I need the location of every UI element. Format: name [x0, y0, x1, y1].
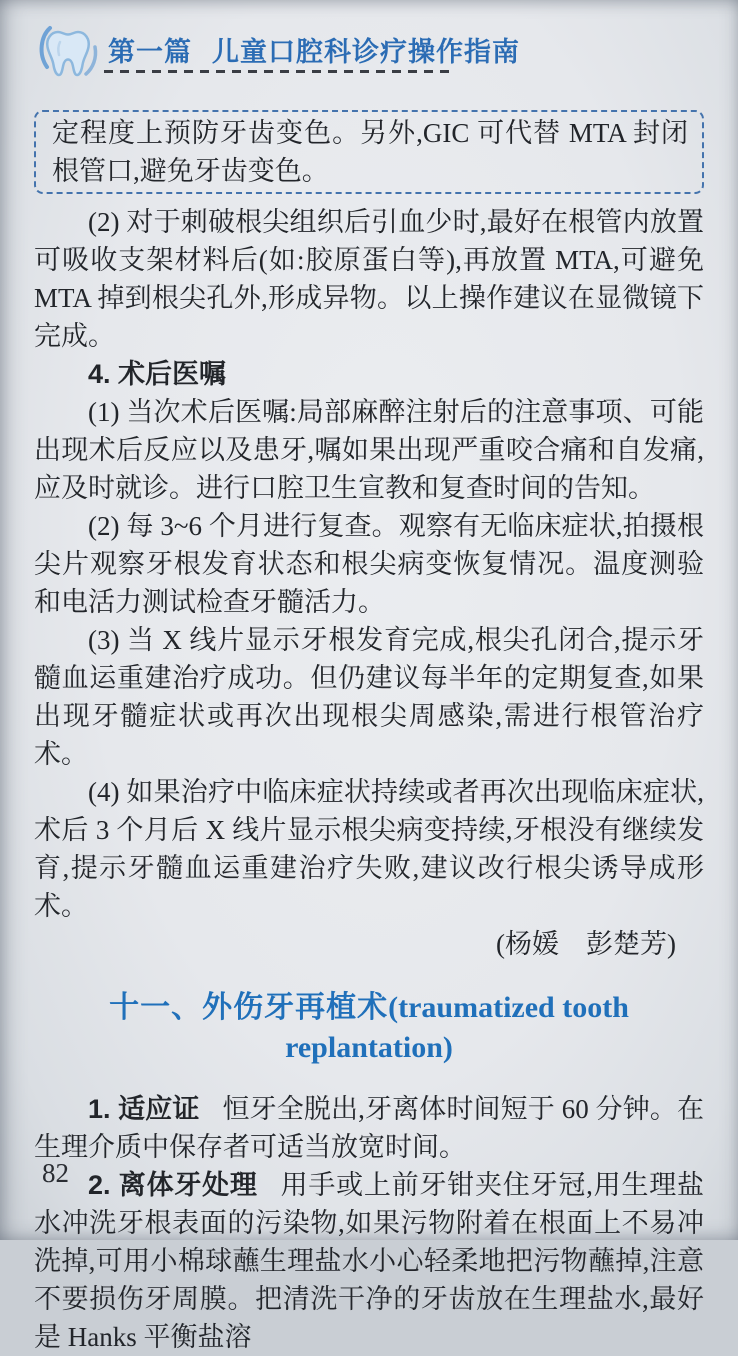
continued-note-box — [34, 110, 704, 194]
section-heading-chinese: 十一、外伤牙再植术 — [109, 991, 389, 1024]
para-advice-1: (1) 当次术后医嘱:局部麻醉注射后的注意事项、可能出现术后反应以及患牙,嘱如果出现严重咬合痛和自发痛,应及时就诊。进行口腔卫生宣教和复查时间的告知。 — [34, 397, 704, 503]
para-advice-2: (2) 每 3~6 个月进行复查。观察有无临床症状,拍摄根尖片观察牙根发育状态和根尖病变恢复情况。温度测验和电活力测试检查牙髓活力。 — [34, 511, 704, 617]
tooth-logo-icon — [36, 20, 100, 84]
continued-note-text: 定程度上预防牙齿变色。另外,GIC 可代替 MTA 封闭根管口,避免牙齿变色。 — [52, 118, 688, 186]
chapter-part-label: 第一篇 — [108, 37, 192, 67]
page-header — [0, 16, 738, 96]
item-avulsed-tooth-text: 用手或上前牙钳夹住牙冠,用生理盐水冲洗牙根表面的污染物,如果污物附着在根面上不易冲洗掉,可用小棉球蘸生理盐水小心轻柔地把污物蘸掉,注意不要损伤牙周膜。把清洗干净的牙齿放在生理盐水,最好是 Hanks 平衡盐溶 — [34, 1170, 704, 1352]
header-dashed-rule — [104, 70, 450, 73]
item-indication-label: 1. 适应证 — [88, 1094, 200, 1124]
para-advice-3: (3) 当 X 线片显示牙根发育完成,根尖孔闭合,提示牙髓血运重建治疗成功。但仍建议每半年的定期复查,如果出现牙髓症状或再次出现根尖周感染,需进行根管治疗术。 — [34, 625, 704, 769]
item-indication-text: 恒牙全脱出,牙离体时间短于 60 分钟。在生理介质中保存者可适当放宽时间。 — [34, 1094, 704, 1162]
authors-credit: (杨媛 彭楚芳) — [496, 929, 676, 959]
chapter-title-text: 儿童口腔科诊疗操作指南 — [212, 37, 520, 67]
section-heading-english: (traumatized tooth replantation) — [285, 991, 629, 1064]
page-number: 82 — [42, 1158, 69, 1188]
item-avulsed-tooth-label: 2. 离体牙处理 — [88, 1170, 258, 1200]
item-avulsed-tooth-handling — [34, 1166, 704, 1356]
section-heading-replantation — [34, 988, 704, 1068]
para-advice-4: (4) 如果治疗中临床症状持续或者再次出现临床症状,术后 3 个月后 X 线片显示根尖病变持续,牙根没有继续发育,提示牙髓血运重建治疗失败,建议改行根尖诱导成形术。 — [34, 777, 704, 921]
page-body — [34, 110, 704, 1356]
subheading-post-op-instructions: 4. 术后医嘱 — [88, 359, 227, 389]
chapter-header-title — [108, 30, 520, 69]
item-indication — [34, 1090, 704, 1166]
para-mta-placement: (2) 对于刺破根尖组织后引血少时,最好在根管内放置可吸收支架材料后(如:胶原蛋白等),再放置 MTA,可避免 MTA 掉到根尖孔外,形成异物。以上操作建议在显微镜下完成。 — [34, 207, 704, 351]
